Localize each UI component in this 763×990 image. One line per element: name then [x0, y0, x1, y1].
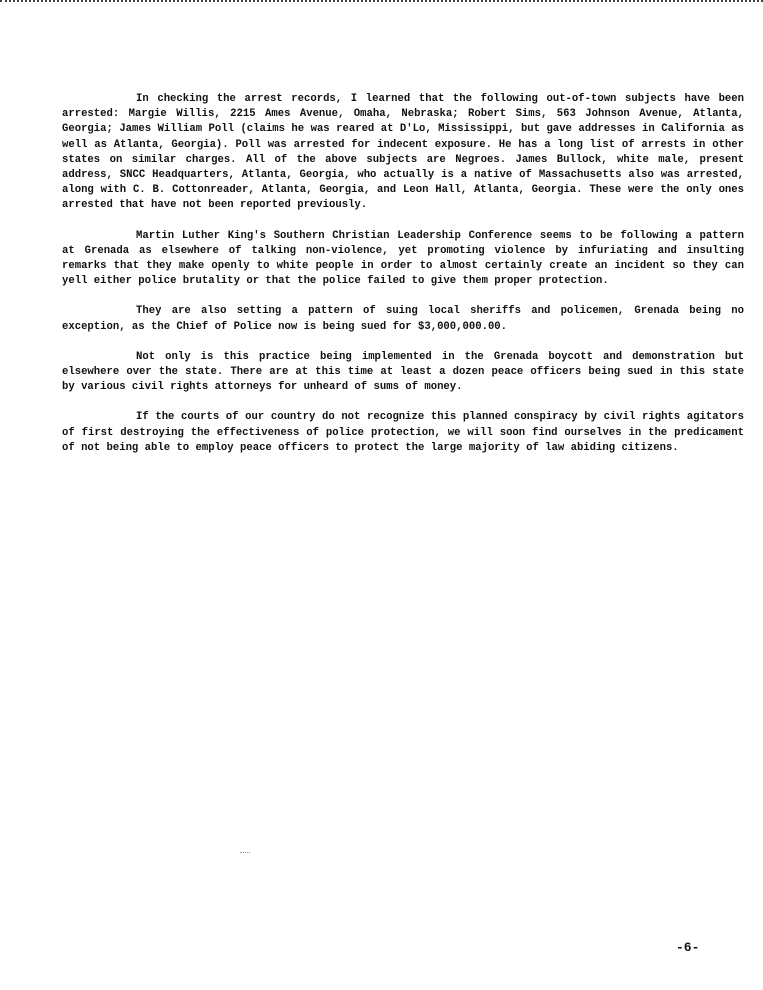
paragraph-arrest-records: In checking the arrest records, I learned that the following out-of-town subjects have been arrested: Margie Willis, 2215 Ames Avenue, Omaha, Nebraska; Robert Sims, 563 Johnson Avenue, Atlanta, Georgia; James William Poll (claims he was reared at D'Lo, Mississippi, but gave addresses in California as well as Atlanta, Georgia). Poll was arrested for indecent exposure. He has a long list of arrests in other states on similar charges. All of the above subjects are Negroes. James Bullock, white male, present address, SNCC Headquarters, Atlanta, Georgia, who actually is a native of Massachusetts also was arrested, along with C. B. Cottonreader, Atlanta, Georgia, and Leon Hall, Atlanta, Georgia. These were the only ones arrested that have not been reported previously.: [62, 93, 744, 212]
paragraph-conspiracy: If the courts of our country do not recognize this planned conspiracy by civil rights agitators of first destroying the effectiveness of police protection, we will soon find ourselves in the predicament of not being able to employ peace officers to protect the large majority of law abiding citizens.: [62, 411, 744, 454]
document-body: [62, 92, 744, 471]
top-edge-divider: [0, 0, 763, 2]
paragraph-statewide-suits: Not only is this practice being implemented in the Grenada boycott and demonstration but elsewhere over the state. There are at this time at least a dozen peace officers being sued in this state by various civil rights attorneys for unheard of sums of money.: [62, 350, 744, 394]
page-number: -6-: [676, 940, 700, 955]
scan-speck: [240, 852, 250, 855]
paragraph-sclc-pattern: Martin Luther King's Southern Christian Leadership Conference seems to be following a pattern at Grenada as elsewhere of talking non-violence, yet promoting violence by infuriating and insulting remarks that they make openly to white people in order to almost certainly create an incident so they can yell either police brutality or that the police failed to give them proper protection.: [62, 229, 744, 288]
paragraph-lawsuits: They are also setting a pattern of suing local sheriffs and policemen, Grenada being no exception, as the Chief of Police now is being sued for $3,000,000.00.: [62, 305, 744, 333]
